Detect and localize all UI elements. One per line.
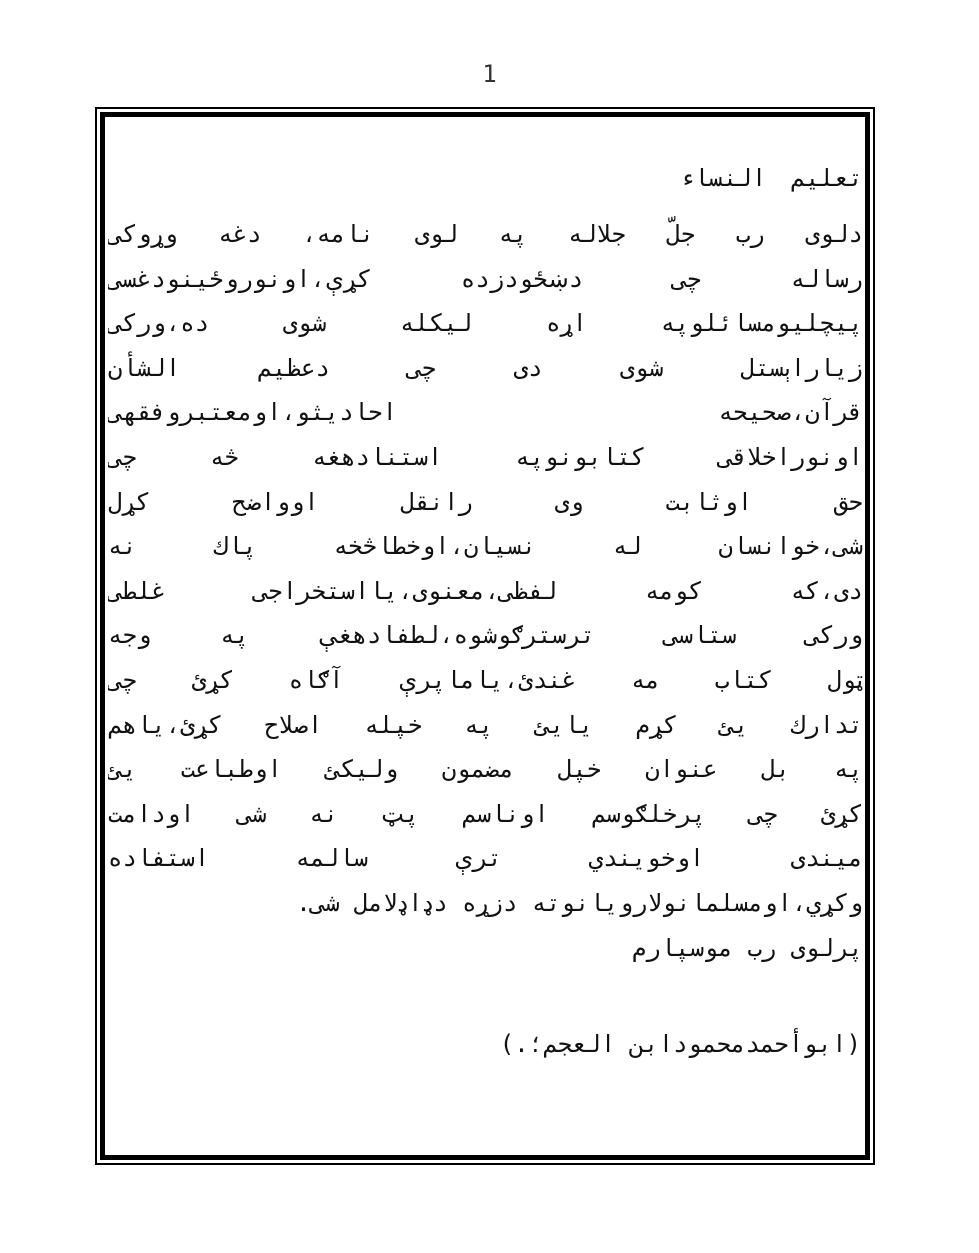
document-paragraph	[108, 212, 863, 970]
text-line: ټول کتاب مه غندئ،یاماپرې آګاه کړئ چی	[108, 665, 863, 694]
text-line: ورکی ستاسی ترسترګوشوه،لطفادهغې په وجه	[108, 621, 863, 650]
text-line: په بل عنوان خپل مضمون ولیکئ اوطباعت یئ	[108, 755, 863, 784]
text-line: قرآن،صحیحه احادیثو،اومعتبروفقهی	[108, 398, 863, 427]
text-line: کړئ چی پرخلګوسم اوناسم پټ نه شی اودامت	[108, 799, 863, 828]
text-line: حق اوثابت وی رانقل اوواضح کړل	[108, 487, 863, 516]
document-body	[108, 160, 863, 970]
text-line: اونوراخلاقی کتابونوپه استنادهغه څه چی	[108, 442, 863, 471]
text-line: تدارك یئ کړم یایئ په خپله اصلاح کړئ،یاهم	[108, 710, 863, 739]
text-line: شی،خوانسان له نسیان،اوخطاڅخه پاك نه	[108, 532, 863, 561]
author-signature: (ابوأحمدمحمودابن العجم؛.)	[499, 1030, 861, 1058]
text-line: زیاراېستل شوی دی چی دعظیم الشأن	[108, 353, 863, 382]
document-title: تعلیم النساء	[679, 164, 863, 192]
text-line: میندی اوخویندي ترې سالمه استفاده	[108, 844, 863, 873]
text-line: وکړي،اومسلمانولارویانوته دزړه دډاډلامل شی.	[296, 888, 863, 917]
text-line: دی،که کومه لفظی،معنوی،یااستخراجی غلطی	[108, 576, 863, 605]
text-line: پیچلیومسائلوپه اړه لیکله شوی ده،ورکی	[108, 309, 863, 338]
page-number: 1	[482, 60, 497, 88]
text-line: رساله چی دښځودزده کړې،اونوروځینودغسی	[108, 264, 863, 293]
closing-line: پرلوی رب موسپارم	[631, 933, 863, 962]
text-line: دلوی رب جلّ جلاله په لوی نامه، دغه وړوکی	[108, 220, 863, 248]
